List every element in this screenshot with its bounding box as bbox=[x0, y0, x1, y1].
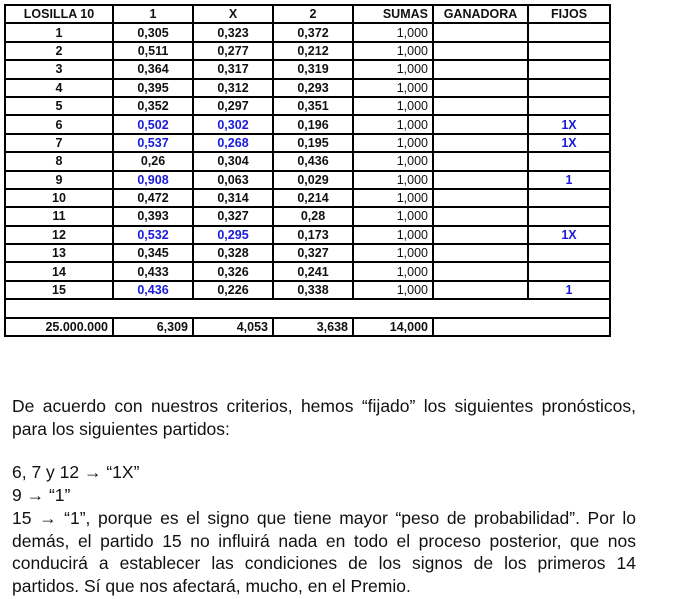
prob-2-cell: 0,338 bbox=[273, 281, 353, 299]
sum-cell: 1,000 bbox=[353, 281, 433, 299]
fixed-cell bbox=[528, 97, 610, 115]
prob-1-cell: 0,305 bbox=[113, 23, 193, 41]
table-row bbox=[5, 262, 610, 280]
prob-x-cell: 0,314 bbox=[193, 189, 273, 207]
header-sumas: SUMAS bbox=[353, 5, 433, 23]
match-number-cell: 14 bbox=[5, 262, 113, 280]
paragraph-intro bbox=[12, 395, 636, 440]
winner-cell bbox=[433, 171, 528, 189]
fixed-cell: 1 bbox=[528, 171, 610, 189]
match-number-cell: 12 bbox=[5, 226, 113, 244]
match-number-cell: 1 bbox=[5, 23, 113, 41]
winner-cell bbox=[433, 97, 528, 115]
table-row bbox=[5, 97, 610, 115]
sum-cell: 1,000 bbox=[353, 23, 433, 41]
match-number-cell: 4 bbox=[5, 79, 113, 97]
fixed-cell: 1X bbox=[528, 115, 610, 133]
prob-x-cell: 0,297 bbox=[193, 97, 273, 115]
match-number-cell: 5 bbox=[5, 97, 113, 115]
total-sum-cell: 14,000 bbox=[353, 318, 433, 336]
prob-2-cell: 0,241 bbox=[273, 262, 353, 280]
header-losilla: LOSILLA 10 bbox=[5, 5, 113, 23]
prob-x-cell: 0,295 bbox=[193, 226, 273, 244]
total-x-cell: 4,053 bbox=[193, 318, 273, 336]
blank-cell bbox=[5, 299, 610, 317]
fixed-cell bbox=[528, 207, 610, 225]
totals-row bbox=[5, 318, 610, 336]
prob-x-cell: 0,268 bbox=[193, 134, 273, 152]
prob-1-cell: 0,908 bbox=[113, 171, 193, 189]
prob-2-cell: 0,327 bbox=[273, 244, 353, 262]
sum-cell: 1,000 bbox=[353, 134, 433, 152]
prob-x-cell: 0,226 bbox=[193, 281, 273, 299]
table-row bbox=[5, 189, 610, 207]
total-2-cell: 3,638 bbox=[273, 318, 353, 336]
empty-cell bbox=[433, 318, 610, 336]
table-row bbox=[5, 171, 610, 189]
blank-row bbox=[5, 299, 610, 317]
probabilities-table bbox=[4, 4, 611, 337]
sum-cell: 1,000 bbox=[353, 226, 433, 244]
table-row bbox=[5, 281, 610, 299]
table-row bbox=[5, 226, 610, 244]
table-row bbox=[5, 115, 610, 133]
sum-cell: 1,000 bbox=[353, 115, 433, 133]
winner-cell bbox=[433, 115, 528, 133]
prob-1-cell: 0,537 bbox=[113, 134, 193, 152]
prob-1-cell: 0,502 bbox=[113, 115, 193, 133]
prob-1-cell: 0,345 bbox=[113, 244, 193, 262]
table-row bbox=[5, 79, 610, 97]
winner-cell bbox=[433, 42, 528, 60]
sum-cell: 1,000 bbox=[353, 42, 433, 60]
prob-x-cell: 0,317 bbox=[193, 60, 273, 78]
fixed-cell bbox=[528, 262, 610, 280]
prob-x-cell: 0,326 bbox=[193, 262, 273, 280]
prob-x-cell: 0,328 bbox=[193, 244, 273, 262]
prob-x-cell: 0,277 bbox=[193, 42, 273, 60]
fixed-line-1: 9 → “1” bbox=[12, 484, 71, 505]
header-row bbox=[5, 5, 610, 23]
fixed-cell bbox=[528, 152, 610, 170]
table-row bbox=[5, 244, 610, 262]
table-row bbox=[5, 134, 610, 152]
prob-2-cell: 0,196 bbox=[273, 115, 353, 133]
prob-1-cell: 0,364 bbox=[113, 60, 193, 78]
sum-cell: 1,000 bbox=[353, 244, 433, 262]
header-ganadora: GANADORA bbox=[433, 5, 528, 23]
paragraph-explanation bbox=[12, 507, 636, 597]
sum-cell: 1,000 bbox=[353, 60, 433, 78]
prob-1-cell: 0,393 bbox=[113, 207, 193, 225]
prob-2-cell: 0,212 bbox=[273, 42, 353, 60]
total-prize-cell: 25.000.000 bbox=[5, 318, 113, 336]
prob-2-cell: 0,029 bbox=[273, 171, 353, 189]
match-number-cell: 9 bbox=[5, 171, 113, 189]
winner-cell bbox=[433, 23, 528, 41]
match-number-cell: 8 bbox=[5, 152, 113, 170]
fixed-cell bbox=[528, 60, 610, 78]
match-number-cell: 11 bbox=[5, 207, 113, 225]
header-fijos: FIJOS bbox=[528, 5, 610, 23]
winner-cell bbox=[433, 134, 528, 152]
winner-cell bbox=[433, 281, 528, 299]
fixed-cell bbox=[528, 189, 610, 207]
prob-1-cell: 0,511 bbox=[113, 42, 193, 60]
match-number-cell: 15 bbox=[5, 281, 113, 299]
fixed-cell bbox=[528, 79, 610, 97]
fixed-cell bbox=[528, 23, 610, 41]
sum-cell: 1,000 bbox=[353, 152, 433, 170]
fixed-cell bbox=[528, 244, 610, 262]
fixed-cell bbox=[528, 42, 610, 60]
table-row bbox=[5, 152, 610, 170]
prob-1-cell: 0,436 bbox=[113, 281, 193, 299]
match-number-cell: 10 bbox=[5, 189, 113, 207]
sum-cell: 1,000 bbox=[353, 189, 433, 207]
match-number-cell: 13 bbox=[5, 244, 113, 262]
prob-2-cell: 0,436 bbox=[273, 152, 353, 170]
match-number-cell: 6 bbox=[5, 115, 113, 133]
header-2: 2 bbox=[273, 5, 353, 23]
prob-1-cell: 0,352 bbox=[113, 97, 193, 115]
prob-x-cell: 0,302 bbox=[193, 115, 273, 133]
sum-cell: 1,000 bbox=[353, 79, 433, 97]
table-row bbox=[5, 207, 610, 225]
sum-cell: 1,000 bbox=[353, 171, 433, 189]
prob-2-cell: 0,173 bbox=[273, 226, 353, 244]
prob-x-cell: 0,304 bbox=[193, 152, 273, 170]
fixed-cell: 1X bbox=[528, 226, 610, 244]
prob-1-cell: 0,395 bbox=[113, 79, 193, 97]
table-row bbox=[5, 60, 610, 78]
header-1: 1 bbox=[113, 5, 193, 23]
prob-2-cell: 0,372 bbox=[273, 23, 353, 41]
intro-text: De acuerdo con nuestros criterios, hemos “fijado” los siguientes pronósticos, para los siguientes partidos: bbox=[12, 396, 636, 439]
match-number-cell: 2 bbox=[5, 42, 113, 60]
prob-2-cell: 0,195 bbox=[273, 134, 353, 152]
match-number-cell: 3 bbox=[5, 60, 113, 78]
prob-2-cell: 0,28 bbox=[273, 207, 353, 225]
winner-cell bbox=[433, 152, 528, 170]
fixed-cell: 1X bbox=[528, 134, 610, 152]
prob-2-cell: 0,319 bbox=[273, 60, 353, 78]
prob-1-cell: 0,532 bbox=[113, 226, 193, 244]
prob-2-cell: 0,214 bbox=[273, 189, 353, 207]
prob-1-cell: 0,26 bbox=[113, 152, 193, 170]
match-number-cell: 7 bbox=[5, 134, 113, 152]
prob-x-cell: 0,063 bbox=[193, 171, 273, 189]
sum-cell: 1,000 bbox=[353, 207, 433, 225]
winner-cell bbox=[433, 60, 528, 78]
winner-cell bbox=[433, 207, 528, 225]
fixed-list bbox=[12, 461, 636, 506]
prob-1-cell: 0,433 bbox=[113, 262, 193, 280]
prob-1-cell: 0,472 bbox=[113, 189, 193, 207]
header-x: X bbox=[193, 5, 273, 23]
prob-2-cell: 0,351 bbox=[273, 97, 353, 115]
table-row bbox=[5, 42, 610, 60]
total-1-cell: 6,309 bbox=[113, 318, 193, 336]
prob-x-cell: 0,327 bbox=[193, 207, 273, 225]
prob-2-cell: 0,293 bbox=[273, 79, 353, 97]
winner-cell bbox=[433, 262, 528, 280]
fixed-cell: 1 bbox=[528, 281, 610, 299]
winner-cell bbox=[433, 244, 528, 262]
table-row bbox=[5, 23, 610, 41]
explanation-text: 15 → “1”, porque es el signo que tiene mayor “peso de probabilidad”. Por lo demás, el partido 15 no influirá nada en todo el proceso posterior, que nos conducirá a establecer las condiciones de los signos de los primeros 14 partidos. Sí que nos afectará, mucho, en el Premio. bbox=[12, 508, 636, 596]
prob-x-cell: 0,323 bbox=[193, 23, 273, 41]
winner-cell bbox=[433, 226, 528, 244]
sum-cell: 1,000 bbox=[353, 97, 433, 115]
winner-cell bbox=[433, 189, 528, 207]
sum-cell: 1,000 bbox=[353, 262, 433, 280]
winner-cell bbox=[433, 79, 528, 97]
prob-x-cell: 0,312 bbox=[193, 79, 273, 97]
fixed-line-1x: 6, 7 y 12 → “1X” bbox=[12, 462, 140, 482]
